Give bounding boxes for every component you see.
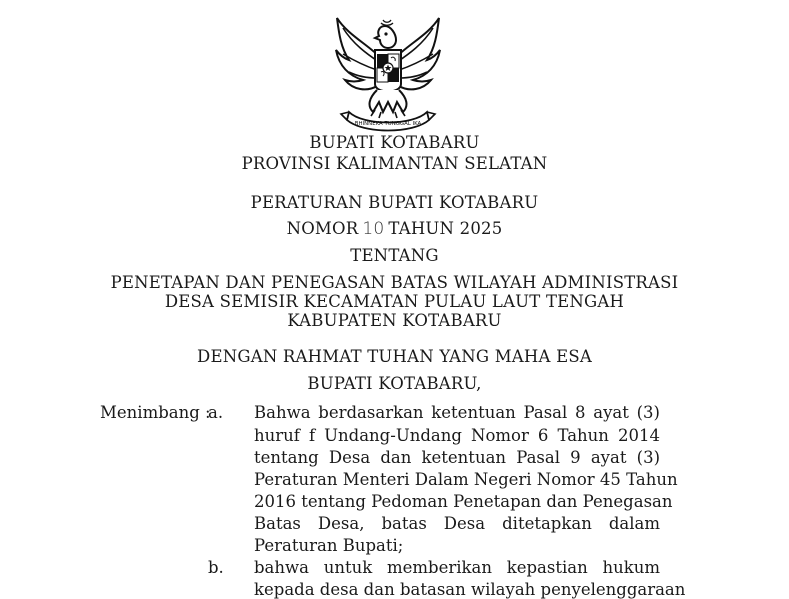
consideration-line: Peraturan Bupati; [254, 536, 404, 555]
number-value: 10 [362, 219, 385, 239]
subject-line: PENETAPAN DAN PENEGASAN BATAS WILAYAH ADMINISTRASI [110, 273, 679, 292]
number-suffix: TAHUN 2025 [388, 219, 503, 238]
province-title: PROVINSI KALIMANTAN SELATAN [241, 154, 548, 173]
subject-line: DESA SEMISIR KECAMATAN PULAU LAUT TENGAH [164, 292, 625, 311]
invocation: DENGAN RAHMAT TUHAN YANG MAHA ESA [197, 347, 592, 366]
considerations-label: Menimbang : [100, 403, 211, 422]
consideration-line: Bahwa berdasarkan ketentuan Pasal 8 ayat (3) [254, 403, 660, 422]
authority: BUPATI KOTABARU, [307, 374, 482, 393]
subject-line: KABUPATEN KOTABARU [287, 311, 502, 330]
consideration-line: huruf f Undang-Undang Nomor 6 Tahun 2014 [254, 426, 660, 445]
consideration-line: bahwa untuk memberikan kepastian hukum [254, 558, 660, 577]
office-title: BUPATI KOTABARU [309, 133, 480, 152]
garuda-emblem-icon [333, 14, 443, 132]
consideration-line: Batas Desa, batas Desa ditetapkan dalam [254, 514, 660, 533]
consideration-line: kepada desa dan batasan wilayah penyelenggaraan [254, 580, 686, 599]
number-prefix: NOMOR [286, 219, 359, 238]
regulation-number [0, 219, 789, 239]
emblem-motto: BHINNEKA TUNGGAL IKA [354, 121, 422, 127]
consideration-line: Peraturan Menteri Dalam Negeri Nomor 45 Tahun [254, 470, 678, 489]
item-letter: a. [208, 403, 224, 422]
regulation-title: PERATURAN BUPATI KOTABARU [250, 193, 539, 212]
consideration-line: 2016 tentang Pedoman Penetapan dan Penegasan [254, 492, 673, 511]
consideration-line: tentang Desa dan ketentuan Pasal 9 ayat (3) [254, 448, 660, 467]
about-heading: TENTANG [350, 246, 439, 265]
item-letter: b. [208, 558, 224, 577]
